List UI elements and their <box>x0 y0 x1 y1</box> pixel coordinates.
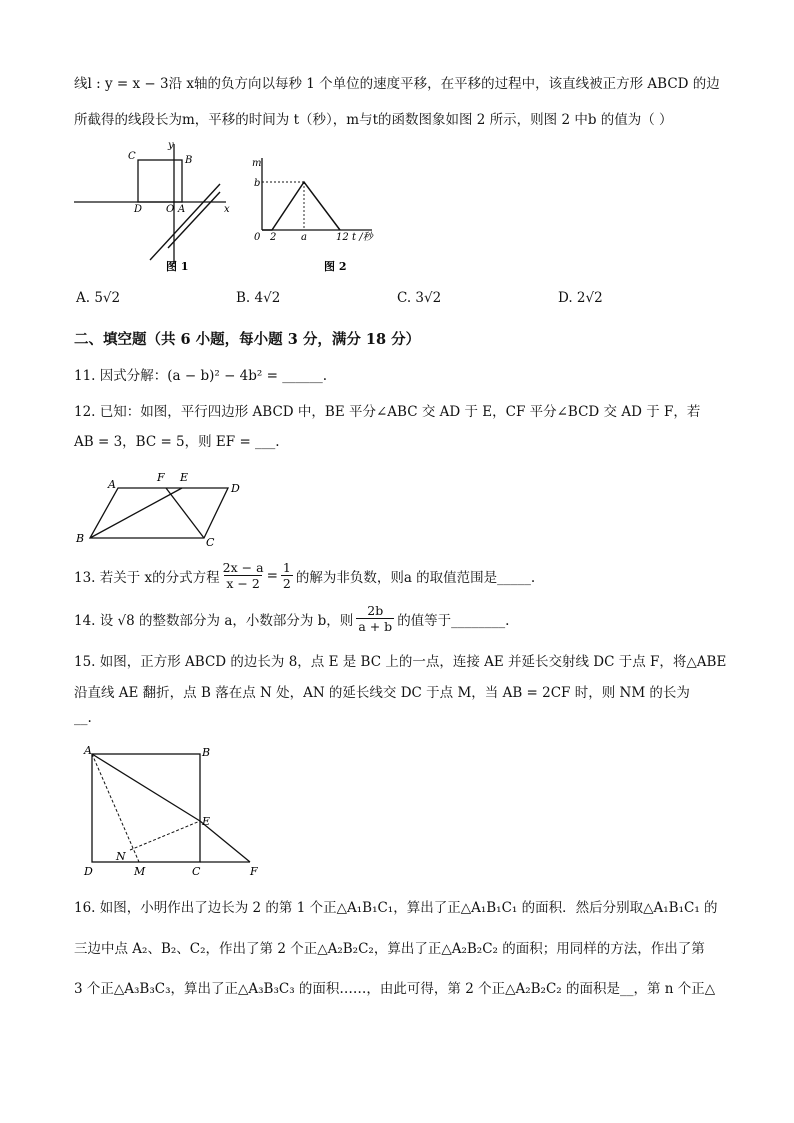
q12-line2: AB = 3，BC = 5，则 EF = ___. <box>74 434 280 450</box>
label-O: O <box>166 204 175 215</box>
label-0: 0 <box>254 232 261 243</box>
parallelogram-abcd <box>90 488 228 538</box>
q12-line1: 12. 已知：如图，平行四边形 ABCD 中，BE 平分∠ABC 交 AD 于 E，CF 平分∠BCD 交 AD 于 F，若 <box>74 404 701 420</box>
label-b: b <box>254 178 261 189</box>
figure-2-caption: 图 2 <box>324 260 347 273</box>
label-a: a <box>301 232 307 243</box>
q12-figure <box>70 466 250 550</box>
label-E: E <box>180 471 189 484</box>
q15-figure <box>74 740 274 880</box>
label-D: D <box>134 204 143 215</box>
segment-cf <box>166 488 204 538</box>
label-D: D <box>84 865 93 878</box>
label-2: 2 <box>270 232 277 243</box>
q10-figure-1 <box>70 138 240 276</box>
label-x: x <box>224 204 230 215</box>
section-2-heading: 二、填空题（共 6 小题，每小题 3 分，满分 18 分） <box>74 331 421 348</box>
label-C: C <box>192 865 201 878</box>
label-D: D <box>231 482 240 495</box>
label-M: M <box>134 865 146 878</box>
q14-suffix: 的值等于________. <box>397 612 510 629</box>
square-abcd <box>138 160 182 202</box>
q10-figure-2 <box>248 152 378 276</box>
option-c: C. 3√2 <box>397 290 442 306</box>
option-a: A. 5√2 <box>76 290 121 306</box>
q13-text <box>74 560 535 591</box>
label-A: A <box>108 478 116 491</box>
label-B: B <box>185 155 193 166</box>
q16-line1: 16. 如图，小明作出了边长为 2 的第 1 个正△A₁B₁C₁，算出了正△A₁B₁C₁ 的面积．然后分别取△A₁B₁C₁ 的 <box>74 900 718 916</box>
q13-fraction-right <box>281 560 293 591</box>
option-d: D. 2√2 <box>558 290 603 306</box>
q13-num2: 1 <box>282 560 291 575</box>
label-A: A <box>84 744 92 757</box>
q14-fraction <box>356 603 394 634</box>
q13-fraction-left <box>223 560 264 591</box>
q11-text: 11. 因式分解：(a − b)² − 4b² = ______. <box>74 368 328 384</box>
label-C: C <box>128 151 136 162</box>
segment-am <box>92 754 139 862</box>
q14-den: a + b <box>358 619 393 634</box>
label-m: m <box>252 158 262 169</box>
line-l <box>168 192 220 248</box>
q16-line2: 三边中点 A₂、B₂、C₂，作出了第 2 个正△A₂B₂C₂，算出了正△A₂B₂C₂ 的面积；用同样的方法，作出了第 <box>74 941 705 957</box>
q13-num1: 2x − a <box>222 560 264 575</box>
segment-ae <box>92 754 200 821</box>
label-12: 12 <box>336 232 349 243</box>
q14-text <box>74 603 509 634</box>
label-E: E <box>202 815 211 828</box>
q14-prefix: 14. 设 √8 的整数部分为 a，小数部分为 b，则 <box>74 612 354 629</box>
segment-ne <box>130 821 200 850</box>
q13-equals: = <box>266 567 278 584</box>
label-F: F <box>157 471 165 484</box>
q10-line1: 线l : y = x − 3沿 x轴的负方向以每秒 1 个单位的速度平移，在平移的过程中，该直线被正方形 ABCD 的边 <box>74 76 720 92</box>
figure-1-caption: 图 1 <box>166 260 189 273</box>
q13-prefix: 13. 若关于 x的分式方程 <box>74 569 220 586</box>
q13-suffix: 的解为非负数，则a 的取值范围是_____. <box>295 569 536 586</box>
label-N: N <box>116 850 126 863</box>
q13-den1: x − 2 <box>226 576 260 591</box>
m-t-graph <box>262 182 340 230</box>
q15-line3: __. <box>74 710 92 726</box>
label-B: B <box>76 532 85 545</box>
label-C: C <box>206 536 215 549</box>
q13-den2: 2 <box>282 576 291 591</box>
q15-line2: 沿直线 AE 翻折，点 B 落在点 N 处，AN 的延长线交 DC 于点 M，当 AB = 2CF 时，则 NM 的长为 <box>74 685 690 701</box>
label-F: F <box>250 865 258 878</box>
line-l-shifted <box>150 184 220 260</box>
option-b: B. 4√2 <box>236 290 281 306</box>
q15-line1: 15. 如图，正方形 ABCD 的边长为 8，点 E 是 BC 上的一点，连接 AE 并延长交射线 DC 于点 F，将△ABE <box>74 654 727 670</box>
label-t-unit: t /秒 <box>352 232 373 243</box>
q16-line3: 3 个正△A₃B₃C₃，算出了正△A₃B₃C₃ 的面积……，由此可得，第 2 个正△A₂B₂C₂ 的面积是__，第 n 个正△ <box>74 981 716 997</box>
label-A: A <box>178 204 186 215</box>
label-y: y <box>168 140 174 151</box>
q10-line2: 所截得的线段长为m，平移的时间为 t（秒），m与t的函数图象如图 2 所示，则图 2 中b 的值为（ ） <box>74 112 673 128</box>
square-abcd <box>92 754 200 862</box>
q14-num: 2b <box>367 603 384 618</box>
label-B: B <box>202 746 211 759</box>
